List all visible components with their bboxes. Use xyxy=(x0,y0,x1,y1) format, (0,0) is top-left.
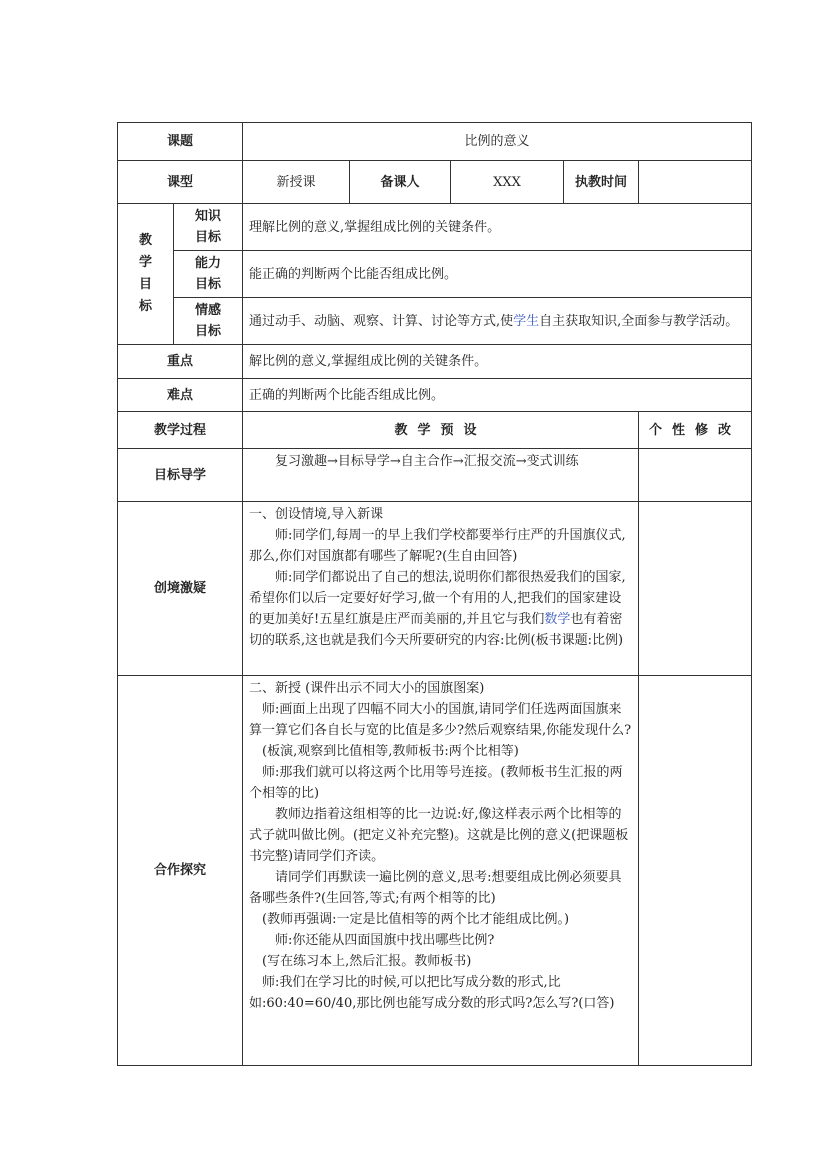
explore-row xyxy=(118,676,752,1066)
create-text-part: 也有着密切的联系,这也就是我们今天所要研究的内容:比例(板书课题:比例) xyxy=(249,612,624,648)
goal-label-line: 知识 xyxy=(195,209,222,224)
key-point-row xyxy=(118,345,752,379)
goal-label-line: 目标 xyxy=(195,324,222,339)
explore-content xyxy=(243,676,639,1066)
time-label: 执教时间 xyxy=(564,161,639,204)
create-paragraph: 师:同学们,每周一的早上我们学校都要举行庄严的升国旗仪式,那么,你们对国旗都有哪些了解呢?(生自由回答) xyxy=(249,528,626,564)
topic-row xyxy=(118,123,752,161)
preparer-value: XXX xyxy=(451,161,564,204)
explore-paragraph: 师:你还能从四面国旗中找出哪些比例? xyxy=(275,933,495,948)
explore-title: 二、新授 (课件出示不同大小的国旗图案) xyxy=(249,681,485,696)
topic-label: 课题 xyxy=(118,123,243,161)
explore-paragraph: 请同学们再默读一遍比例的意义,思考:想要组成比例必须要具备哪些条件?(生回答,等式;有两个相等的比) xyxy=(249,870,622,906)
create-label: 创境激疑 xyxy=(118,502,243,676)
lesson-plan-table xyxy=(117,122,752,1066)
topic-value: 比例的意义 xyxy=(243,123,752,161)
emotion-text-part: 通过动手、动脑、观察、计算、讨论等方式,使 xyxy=(249,313,514,329)
preparer-label: 备课人 xyxy=(350,161,451,204)
create-title: 一、创设情境,导入新课 xyxy=(249,507,384,522)
create-paragraph xyxy=(249,567,632,651)
explore-paragraph: (写在练习本上,然后汇报。教师板书) xyxy=(262,954,472,969)
key-point-text: 解比例的意义,掌握组成比例的关键条件。 xyxy=(243,345,752,379)
create-content xyxy=(243,502,639,676)
explore-paragraph: 师:那我们就可以将这两个比用等号连接。(教师板书生汇报的两个相等的比) xyxy=(249,765,623,801)
key-point-label: 重点 xyxy=(118,345,243,379)
explore-paragraph: 教师边指着这组相等的比一边说:好,像这样表示两个比相等的式子就叫做比例。(把定义补充完整)。这就是比例的意义(把课题板书完整)请同学们齐读。 xyxy=(249,807,629,864)
type-row xyxy=(118,161,752,204)
type-value: 新授课 xyxy=(243,161,350,204)
guide-row xyxy=(118,449,752,502)
guide-label: 目标导学 xyxy=(118,449,243,502)
emotion-goal-label xyxy=(174,298,243,345)
lesson-plan-sheet xyxy=(117,122,751,1066)
goal-label-line: 情感 xyxy=(195,303,222,318)
goal-group-char: 目 xyxy=(138,277,152,292)
emotion-text-part: 自主获取知识,全面参与教学活动。 xyxy=(539,313,739,329)
goal-label-line: 目标 xyxy=(195,277,222,292)
explore-paragraph: (教师再强调:一定是比值相等的两个比才能组成比例。) xyxy=(262,912,570,927)
explore-paragraph: 师:我们在学习比的时候,可以把比写成分数的形式,比如:60:40=60/40,那比例也能写成分数的形式吗?怎么写?(口答) xyxy=(249,975,615,1011)
explore-label: 合作探究 xyxy=(118,676,243,1066)
students-link[interactable]: 学生 xyxy=(513,313,540,329)
goal-group-char: 教 xyxy=(138,233,152,248)
explore-modify-cell xyxy=(639,676,752,1066)
explore-paragraph: 师:画面上出现了四幅不同大小的国旗,请同学们任选两面国旗来算一算它们各自长与宽的比值是多少?然后观察结果,你能发现什么? xyxy=(249,702,632,738)
personal-modify-header: 个性修改 xyxy=(639,412,752,449)
guide-modify-cell xyxy=(639,449,752,502)
ability-goal-row xyxy=(118,251,752,298)
ability-goal-label xyxy=(174,251,243,298)
goal-label-line: 能力 xyxy=(195,256,222,271)
process-header-row xyxy=(118,412,752,449)
knowledge-goal-row xyxy=(118,204,752,251)
difficulty-row xyxy=(118,379,752,412)
explore-paragraph: (板演,观察到比值相等,教师板书:两个比相等) xyxy=(262,744,519,759)
knowledge-goal-label xyxy=(174,204,243,251)
guide-text xyxy=(243,449,639,502)
difficulty-label: 难点 xyxy=(118,379,243,412)
process-label: 教学过程 xyxy=(118,412,243,449)
teaching-goals-label xyxy=(118,204,174,345)
emotion-goal-text xyxy=(243,298,752,345)
teaching-plan-header: 教学预设 xyxy=(243,412,639,449)
ability-goal-text: 能正确的判断两个比能否组成比例。 xyxy=(243,251,752,298)
create-text-part: 师:同学们都说出了自己的想法,说明你们都很热爱我们的国家,希望你们以后一定要好好学习,做一个有用的人,把我们的国家建设的更加美好!五星红旗是庄严而美丽的,并且它与我们 xyxy=(249,570,626,627)
goal-group-char: 标 xyxy=(138,299,152,314)
math-link[interactable]: 数学 xyxy=(544,612,571,627)
goal-group-char: 学 xyxy=(138,255,152,270)
goal-label-line: 目标 xyxy=(195,230,222,245)
time-value xyxy=(639,161,752,204)
difficulty-text: 正确的判断两个比能否组成比例。 xyxy=(243,379,752,412)
knowledge-goal-text: 理解比例的意义,掌握组成比例的关键条件。 xyxy=(243,204,752,251)
guide-paragraph: 复习激趣→目标导学→自主合作→汇报交流→变式训练 xyxy=(275,454,579,469)
create-modify-cell xyxy=(639,502,752,676)
create-row xyxy=(118,502,752,676)
type-label: 课型 xyxy=(118,161,243,204)
emotion-goal-row xyxy=(118,298,752,345)
